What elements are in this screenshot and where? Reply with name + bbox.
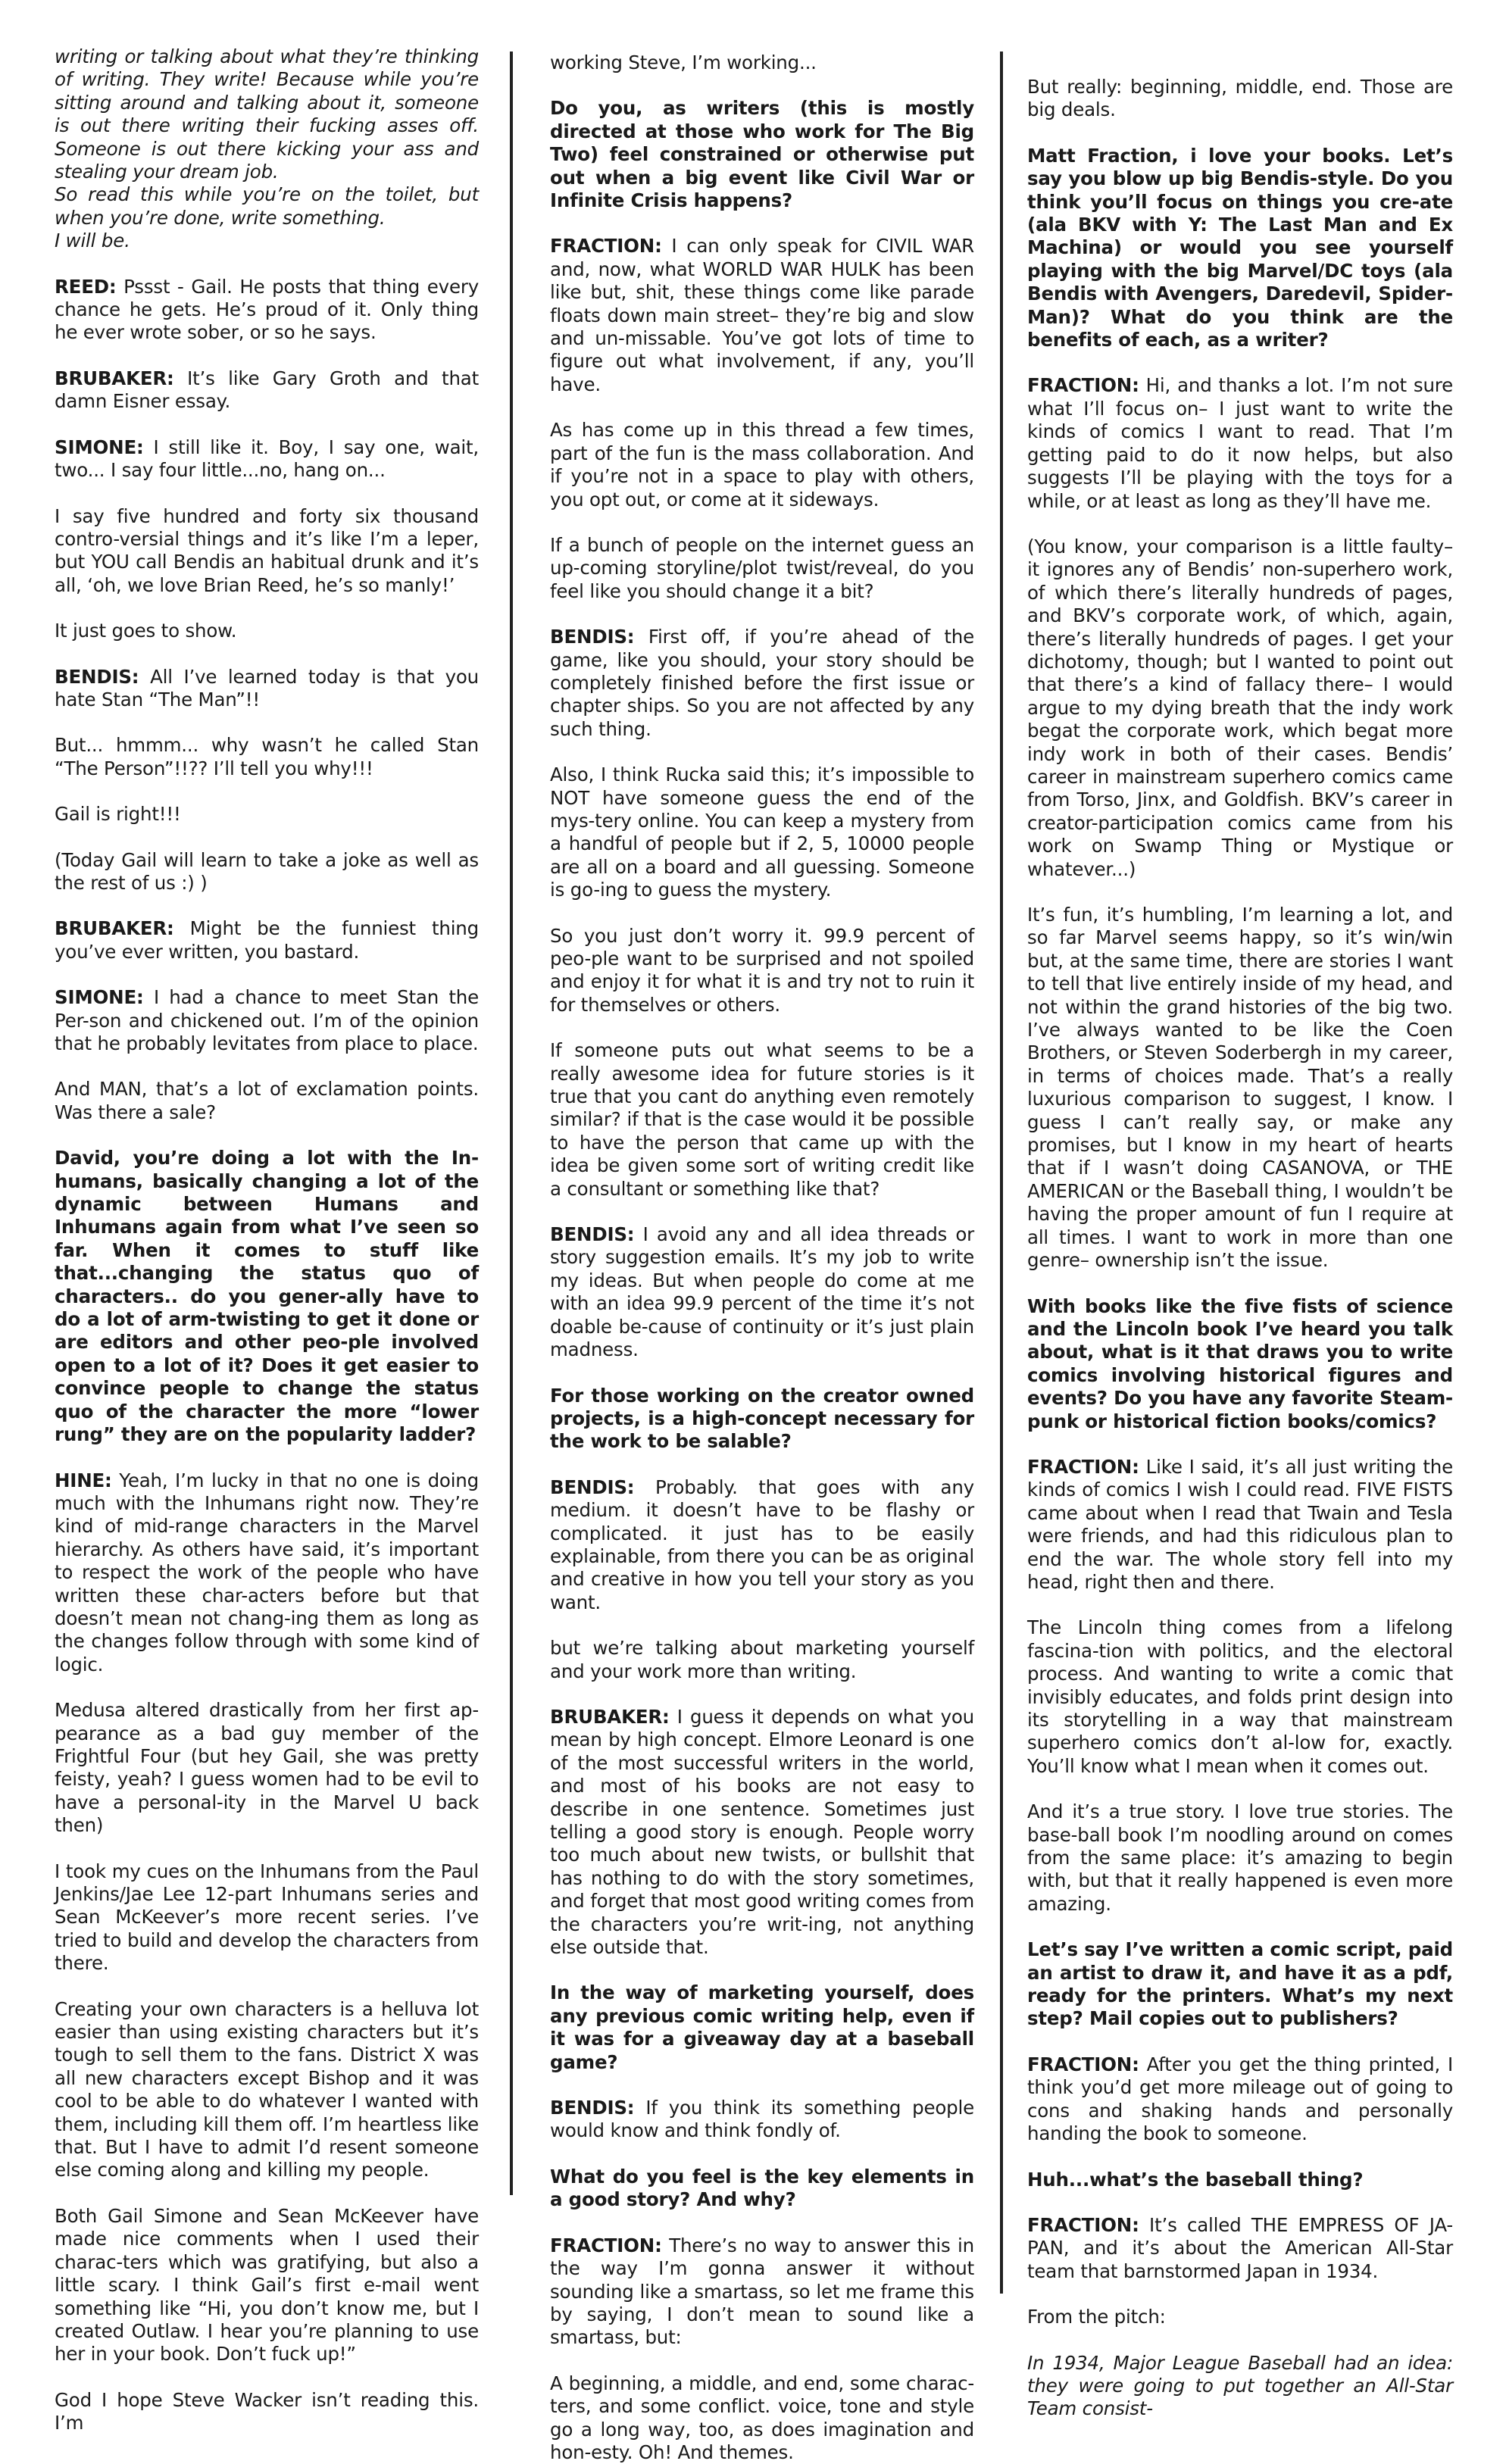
interview-question: Do you, as writers (this is mostly directed at those who work for The Big Two) feel constrained or otherwise put out when a big event like Civil War or Infinite Crisis happens? — [550, 97, 974, 212]
text-column-middle — [550, 52, 974, 2463]
body-paragraph: God I hope Steve Wacker isn’t reading this. I’m — [55, 2388, 479, 2434]
interview-answer — [1027, 2053, 1453, 2146]
body-paragraph: The Lincoln thing comes from a lifelong fascina-tion with politics, and the electoral process. And wanting to write a comic that invisibly educates, and folds print design into its storytelling in a way that mainstream superhero comics don’t al-low for, exactly. You’ll know what I mean when it comes out. — [1027, 1616, 1453, 1777]
interview-answer — [550, 626, 974, 741]
text-column-right — [1027, 76, 1453, 2420]
interview-question: In the way of marketing yourself, does any previous comic writing help, even if it was for a giveaway day at a baseball game? — [550, 1982, 974, 2073]
answer-text: First off, if you’re ahead of the game, like you should, your story should be completely finished before the first issue or chapter ships. So you are not affected by any such thing. — [550, 626, 974, 740]
body-paragraph: (You know, your comparison is a little faulty– it ignores any of Bendis’ non-superhero work, of which there’s literally hundreds of pages, and BKV’s corporate work, of which, again, there’s literally hundreds of pages. I get your dichotomy, though; but I wanted to point out that there’s a kind of fallacy there– I would argue to my dying breath that the indy work begat the corporate work, which begat more indy work in both of their cases. Bendis’ career in mainstream superhero comics came from Torso, Jinx, and Goldfish. BKV’s career in creator-participation comics came from his work on Swamp Thing or Mystique or whatever...) — [1027, 535, 1453, 880]
speaker-name: FRACTION: — [550, 2234, 662, 2256]
speaker-name: BENDIS: — [550, 2097, 635, 2119]
body-paragraph: From the pitch: — [1027, 2306, 1166, 2328]
answer-text: It’s called THE EMPRESS OF JA-PAN, and it’s about the American All-Star team that barnstormed Japan in 1934. — [1027, 2213, 1453, 2282]
italic-paragraph: In 1934, Major League Baseball had an idea: they were going to put together an All-Star Team consist- — [1027, 2351, 1453, 2420]
interview-question: Matt Fraction, i love your books. Let’s say you blow up big Bendis-style. Do you think you’ll focus on things you cre-ate (ala BKV with Y: The Last Man and Ex Machina) or would you see yourself playing with the big Marvel/DC toys (ala Bendis with Avengers, Daredevil, Spider-Man)? What do you think are the benefits of each, as a writer? — [1027, 144, 1453, 351]
speaker-name: BENDIS: — [55, 665, 139, 688]
answer-text: I still like it. Boy, I say one, wait, two... I say four little...no, hang on... — [55, 436, 479, 482]
answer-text: If you think its something people would know and think fondly of. — [550, 2097, 974, 2142]
interview-question: David, you’re doing a lot with the In-humans, basically changing a lot of the dynamic between Humans and Inhumans again from what I’ve seen so far. When it comes to stuff like that...changing the status quo of characters.. do you gener-ally have to do a lot of arm-twisting to get it done or are editors and other peo-ple involved open to a lot of it? Does it get easier to convince people to change the status quo of the character the more “lower rung” they are on the popularity ladder? — [55, 1147, 479, 1446]
body-paragraph: I took my cues on the Inhumans from the Paul Jenkins/Jae Lee 12-part Inhumans series and Sean McKeever’s more recent series. I’ve tried to build and develop the characters from there. — [55, 1860, 479, 1975]
interview-answer — [550, 235, 974, 396]
speaker-name: BRUBAKER: — [550, 1705, 670, 1728]
answer-text: Pssst - Gail. He posts that thing every chance he gets. He’s proud of it. Only thing he ever wrote sober, or so he says. — [55, 275, 479, 344]
interview-question: Huh...what’s the baseball thing? — [1027, 2168, 1364, 2191]
answer-text: I had a chance to meet Stan the Per-son and chickened out. I’m of the opinion that he probably levitates from place to place. — [55, 986, 479, 1054]
body-paragraph: (Today Gail will learn to take a joke as well as the rest of us :) ) — [55, 848, 479, 894]
interview-answer — [55, 436, 479, 482]
body-paragraph: But really: beginning, middle, end. Those are big deals. — [1027, 76, 1453, 121]
interview-answer — [55, 666, 479, 712]
speaker-name: FRACTION: — [550, 235, 662, 258]
answer-text: After you get the thing printed, I think you’d get more mileage out of going to cons and shaking hands and personally handing the book to someone. — [1027, 2053, 1453, 2145]
interview-answer — [550, 2234, 974, 2350]
reader-question: If someone puts out what seems to be a really awesome idea for future stories is it true that you cant do anything even remotely similar? if that is the case would it be possible to have the person that came up with the idea be given some sort of writing credit like a consultant or something like that? — [550, 1039, 974, 1200]
speaker-name: FRACTION: — [1027, 1455, 1139, 1478]
body-paragraph: I say five hundred and forty six thousand contro-versial things and it’s like I’m a leper, but YOU call Bendis an habitual drunk and it’s all, ‘oh, we love Brian Reed, he’s so manly!’ — [55, 504, 479, 596]
body-paragraph: working Steve, I’m working... — [550, 52, 817, 73]
speaker-name: BRUBAKER: — [55, 367, 174, 389]
interview-question: With books like the five fists of science and the Lincoln book I’ve heard you talk about, what is it that draws you to write comics involving historical figures and events? Do you have any favorite Steam-punk or historical fiction books/comics? — [1027, 1294, 1453, 1432]
body-paragraph: But... hmmm... why wasn’t he called Stan “The Person”!!?? I’ll tell you why!!! — [55, 734, 479, 779]
interview-answer — [55, 1469, 479, 1677]
interview-question: Let’s say I’ve written a comic script, paid an artist to draw it, and have it as a pdf, ready for the printers. What’s my next step? Mail copies out to publishers? — [1027, 1938, 1453, 2030]
speaker-name: SIMONE: — [55, 986, 144, 1009]
interview-answer — [550, 1706, 974, 1959]
speaker-name: BENDIS: — [550, 626, 635, 648]
body-paragraph: Creating your own characters is a helluva lot easier than using existing characters but it’s tough to sell them to the fans. District X was all new characters except Bishop and it was cool to be able to do whatever I wanted with them, including kill them off. I’m heartless like that. But I have to admit I’d resent someone else coming along and killing my people. — [55, 1997, 479, 2181]
body-paragraph: It just goes to show. — [55, 620, 237, 642]
interview-answer — [1027, 374, 1453, 512]
body-paragraph: A beginning, a middle, and end, some charac-ters, and some conflict. voice, tone and style go a long way, too, as does imagination and hon-esty. Oh! And themes. — [550, 2372, 974, 2463]
interview-answer — [550, 1476, 974, 1614]
body-paragraph: Gail is right!!! — [55, 803, 181, 826]
interview-question: For those working on the creator owned projects, is a high-concept necessary for the work to be salable? — [550, 1384, 974, 1453]
speaker-name: BENDIS: — [550, 1476, 635, 1498]
interview-answer — [1027, 1456, 1453, 1594]
body-paragraph: Both Gail Simone and Sean McKeever have made nice comments when I used their charac-ters which was gratifying, but also a little scary. I think Gail’s first e-mail went something like “Hi, you don’t know me, but I created Outlaw. I hear you’re planning to use her in your book. Don’t fuck up!” — [55, 2204, 479, 2366]
column-divider-left — [510, 52, 513, 2195]
speaker-name: BENDIS: — [550, 1223, 635, 1246]
answer-text: I guess it depends on what you mean by high concept. Elmore Leonard is one of the most successful writers in the world, and most of his books are not easy to describe in one sentence. Sometimes just telling a good story is enough. People worry too much about new twists, or bullshit that has nothing to do with the story sometimes, and forget that most good writing comes from the characters you’re writ-ing, not anything else outside that. — [550, 1705, 974, 1959]
speaker-name: BRUBAKER: — [55, 917, 174, 940]
body-paragraph: As has come up in this thread a few times, part of the fun is the mass collaboration. And if you’re not in a space to play with others, you opt out, or come at it sideways. — [550, 419, 974, 511]
speaker-name: FRACTION: — [1027, 374, 1139, 397]
answer-text: It’s like Gary Groth and that damn Eisner essay. — [55, 367, 479, 413]
interview-answer — [550, 2097, 974, 2143]
body-paragraph: but we’re talking about marketing yourself and your work more than writing. — [550, 1637, 974, 1682]
body-paragraph: Medusa altered drastically from her first ap-pearance as a bad guy member of the Frightful Four (but hey Gail, she was pretty feisty, yeah? I guess women had to be evil to have a personal-ity in the Marvel U back then) — [55, 1699, 479, 1837]
answer-text: Probably. that goes with any medium. it doesn’t have to be flashy or complicated. it just has to be easily explainable, from there you can be as original and creative in how you tell your story as you want. — [550, 1476, 974, 1613]
speaker-name: SIMONE: — [55, 436, 144, 458]
body-paragraph: And it’s a true story. I love true stories. The base-ball book I’m noodling around on comes from the same place: it’s amazing to begin with, but that it really happened is even more amazing. — [1027, 1800, 1453, 1915]
body-paragraph: It’s fun, it’s humbling, I’m learning a lot, and so far Marvel seems happy, so it’s win/win but, at the same time, there are stories I want to tell that live entirely inside of my head, and not within the grand histories of the big two. I’ve always wanted to be like the Coen Brothers, or Steven Soderbergh in my career, in terms of choices made. That’s a really luxurious comparison to suggest, I know. I guess I can’t really say, or make any promises, but I know in my heart of hearts that if I wasn’t doing CASANOVA, or THE AMERICAN or the Baseball thing, I wouldn’t be having the proper amount of fun I require at all times. I want to work in more than one genre– ownership isn’t the issue. — [1027, 904, 1453, 1272]
answer-text: Like I said, it’s all just writing the kinds of comics I wish I could read. FIVE FISTS came about when I read that Twain and Tesla were friends, and had this ridiculous plan to end the war. The whole story fell into my head, right then and there. — [1027, 1455, 1453, 1593]
answer-text: Hi, and thanks a lot. I’m not sure what I’ll focus on– I just want to write the kinds of comics I want to read. That I’m getting paid to do it now helps, but also suggests I’ll be playing with the toys for a while, or at least as long as they’ll have me. — [1027, 374, 1453, 512]
body-paragraph: So you just don’t worry it. 99.9 percent of peo-ple want to be surprised and not spoiled and enjoy it for what it is and try not to ruin it for themselves or others. — [550, 924, 974, 1016]
answer-text: I can only speak for CIVIL WAR and, now, what WORLD WAR HULK has been like but, shit, these things come like parade floats down main street– they’re big and slow and un-missable. You’ve got lots of time to figure out what involvement, if any, you’ll have. — [550, 235, 974, 395]
interview-answer — [55, 986, 479, 1055]
speaker-name: HINE: — [55, 1469, 112, 1491]
column-divider-right — [1000, 52, 1003, 2294]
interview-question: What do you feel is the key elements in a good story? And why? — [550, 2165, 974, 2211]
speaker-name: FRACTION: — [1027, 2213, 1139, 2236]
reader-question: If a bunch of people on the internet guess an up-coming storyline/plot twist/reveal, do you feel like you should change it a bit? — [550, 533, 974, 602]
body-paragraph: Also, I think Rucka said this; it’s impossible to NOT have someone guess the end of the mys-tery online. You can keep a mystery from a handful of people but if 2, 5, 10000 people are all on a board and all guessing. Someone is go-ing to guess the mystery. — [550, 764, 974, 901]
interview-answer — [55, 367, 479, 414]
answer-text: Yeah, I’m lucky in that no one is doing much with the Inhumans right now. They’re kind of mid-range characters in the Marvel hierarchy. As others have said, it’s important to respect the work of the people who have written these char-acters before but that doesn’t mean not chang-ing them as long as the changes follow through with some kind of logic. — [55, 1469, 479, 1675]
interview-answer — [550, 1223, 974, 1361]
interview-answer — [1027, 2214, 1453, 2283]
interview-answer — [55, 917, 479, 963]
answer-text: There’s no way to answer this in the way I’m gonna answer it without sounding like a smartass, so let me frame this by saying, I don’t mean to sound like a smartass, but: — [550, 2234, 974, 2349]
text-column-left — [55, 45, 479, 2434]
answer-text: All I’ve learned today is that you hate Stan “The Man”!! — [55, 665, 479, 710]
answer-text: Might be the funniest thing you’ve ever written, you bastard. — [55, 917, 479, 963]
answer-text: I avoid any and all idea threads or story suggestion emails. It’s my job to write my ideas. But when people do come at me with an idea 99.9 percent of the time it’s not doable be-cause of continuity or it’s just plain madness. — [550, 1223, 974, 1361]
interview-answer — [55, 276, 479, 345]
body-paragraph: And MAN, that’s a lot of exclamation points. Was there a sale? — [55, 1078, 479, 1123]
italic-paragraph: writing or talking about what they’re thinking of writing. They write! Because while you’re sitting around and talking about it, someone is out there writing their fucking asses off. Someone is out there kicking your ass and stealing your dream job. So read this while you’re on the toilet, but when you’re done, write something. I will be. — [55, 45, 479, 252]
speaker-name: FRACTION: — [1027, 2053, 1139, 2075]
speaker-name: REED: — [55, 275, 117, 298]
